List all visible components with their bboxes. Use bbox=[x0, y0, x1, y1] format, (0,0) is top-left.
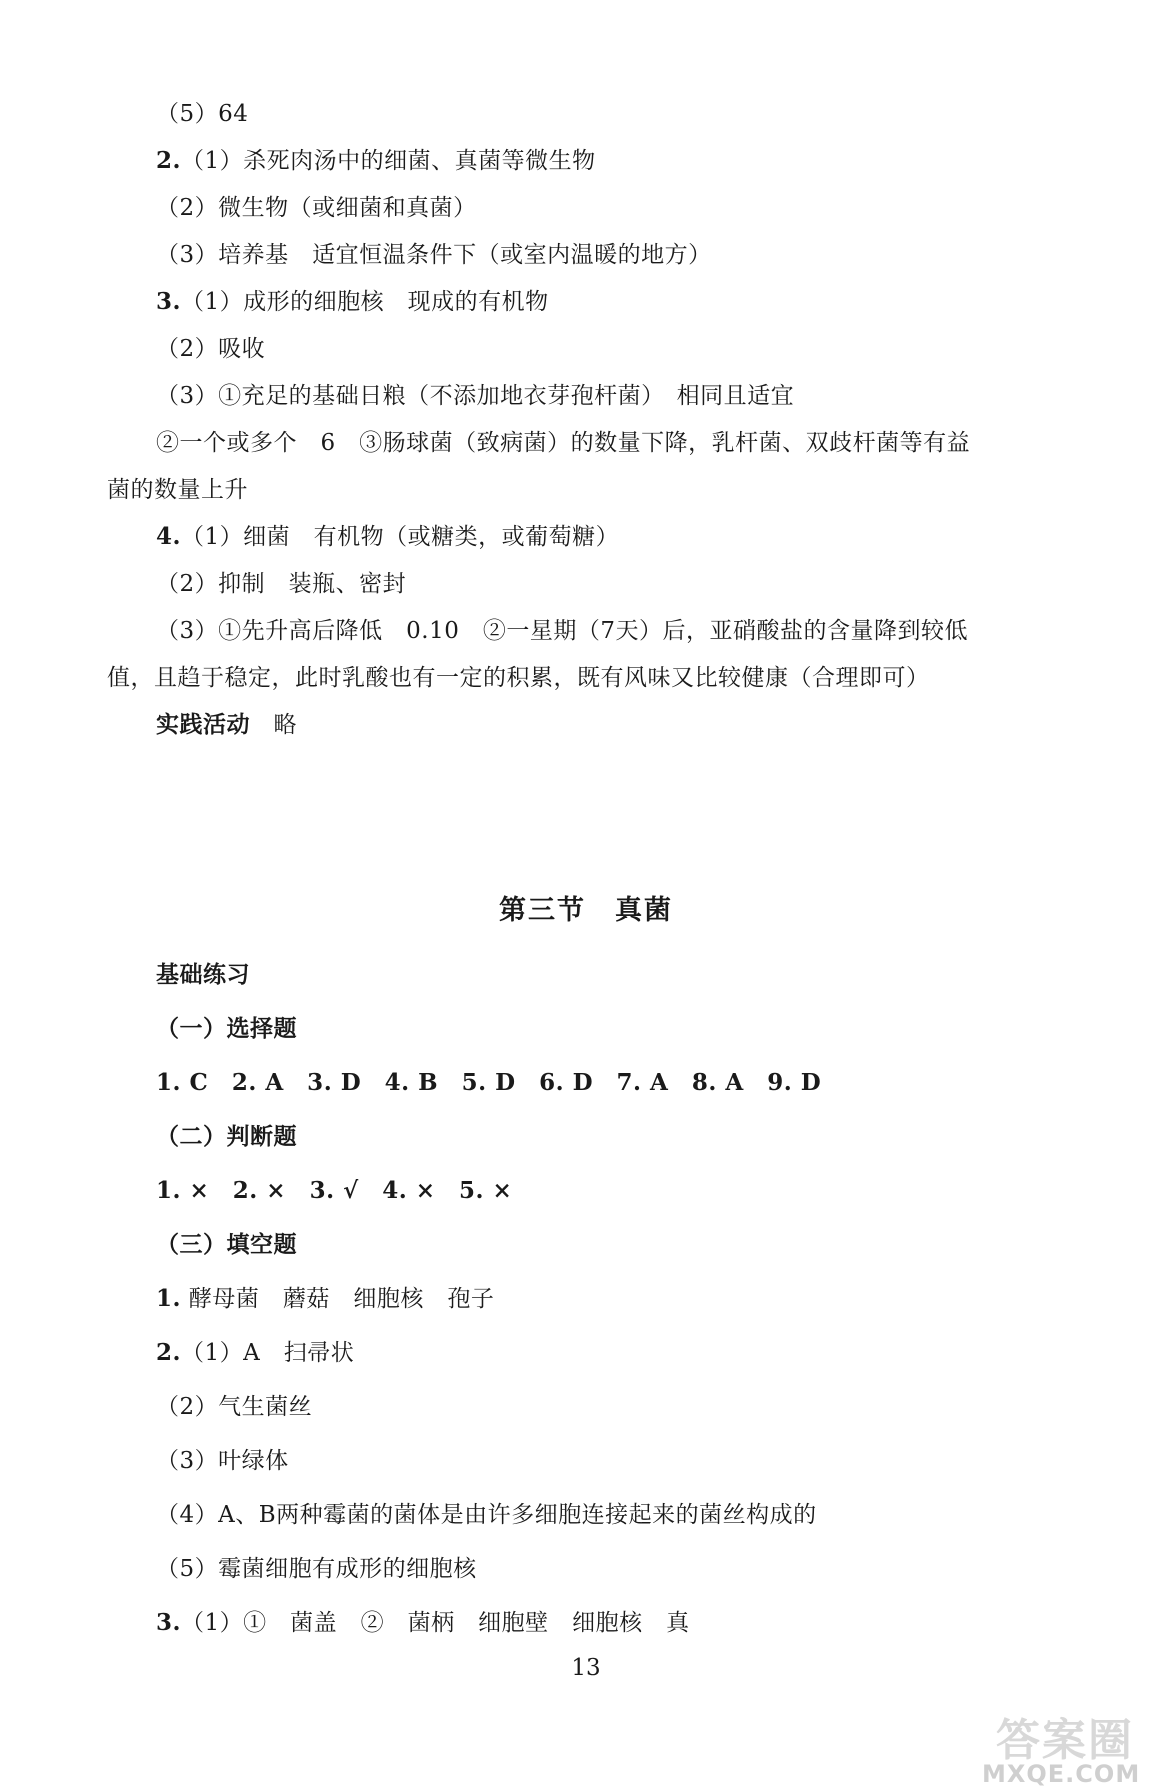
watermark bbox=[968, 1702, 1158, 1786]
answer-line: （2）气生菌丝 bbox=[156, 1394, 313, 1420]
answer-line: （3）叶绿体 bbox=[156, 1448, 289, 1474]
answer-line: 实践活动 略 bbox=[156, 712, 297, 738]
answer-line: 3.（1）① 菌盖 ② 菌柄 细胞壁 细胞核 真 bbox=[156, 1609, 690, 1636]
answer-line: 1. × 2. × 3. √ 4. × 5. × bbox=[156, 1177, 513, 1204]
answer-line: 1. C 2. A 3. D 4. B 5. D 6. D 7. A 8. A 9. D bbox=[156, 1069, 822, 1096]
answer-line: 菌的数量上升 bbox=[107, 477, 248, 503]
answer-line: （2）抑制 装瓶、密封 bbox=[156, 571, 407, 597]
answer-line: （5）64 bbox=[156, 101, 249, 127]
watermark-url: MXQE.COM bbox=[982, 1760, 1141, 1788]
page-number: 13 bbox=[571, 1655, 601, 1681]
answer-line: （2）吸收 bbox=[156, 336, 266, 362]
answer-line: （4）A、B两种霉菌的菌体是由许多细胞连接起来的菌丝构成的 bbox=[156, 1502, 817, 1528]
subsection-heading: （一）选择题 bbox=[156, 1016, 297, 1042]
answer-line: 1. 酵母菌 蘑菇 细胞核 孢子 bbox=[156, 1285, 495, 1312]
answer-line: 值，且趋于稳定，此时乳酸也有一定的积累，既有风味又比较健康（合理即可） bbox=[107, 665, 930, 691]
watermark-logo: 答案圈 bbox=[996, 1715, 1134, 1766]
answer-line: ②一个或多个 6 ③肠球菌（致病菌）的数量下降，乳杆菌、双歧杆菌等有益 bbox=[156, 430, 971, 456]
answer-line: 2.（1）A 扫帚状 bbox=[156, 1339, 355, 1366]
answer-line: （3）培养基 适宜恒温条件下（或室内温暖的地方） bbox=[156, 242, 712, 268]
answer-line: 3.（1）成形的细胞核 现成的有机物 bbox=[156, 288, 549, 315]
answer-line: （3）①充足的基础日粮（不添加地衣芽孢杆菌） 相同且适宜 bbox=[156, 383, 795, 409]
answer-line: （3）①先升高后降低 0.10 ②一星期（7天）后，亚硝酸盐的含量降到较低 bbox=[156, 618, 968, 644]
answer-line: （2）微生物（或细菌和真菌） bbox=[156, 195, 477, 221]
subsection-heading: 基础练习 bbox=[156, 962, 250, 988]
subsection-heading: （二）判断题 bbox=[156, 1124, 297, 1150]
answer-line: 4.（1）细菌 有机物（或糖类，或葡萄糖） bbox=[156, 523, 620, 550]
section-title: 第三节 真菌 bbox=[499, 895, 673, 926]
answer-line: 2.（1）杀死肉汤中的细菌、真菌等微生物 bbox=[156, 147, 596, 174]
answer-line: （5）霉菌细胞有成形的细胞核 bbox=[156, 1556, 477, 1582]
subsection-heading: （三）填空题 bbox=[156, 1232, 297, 1258]
